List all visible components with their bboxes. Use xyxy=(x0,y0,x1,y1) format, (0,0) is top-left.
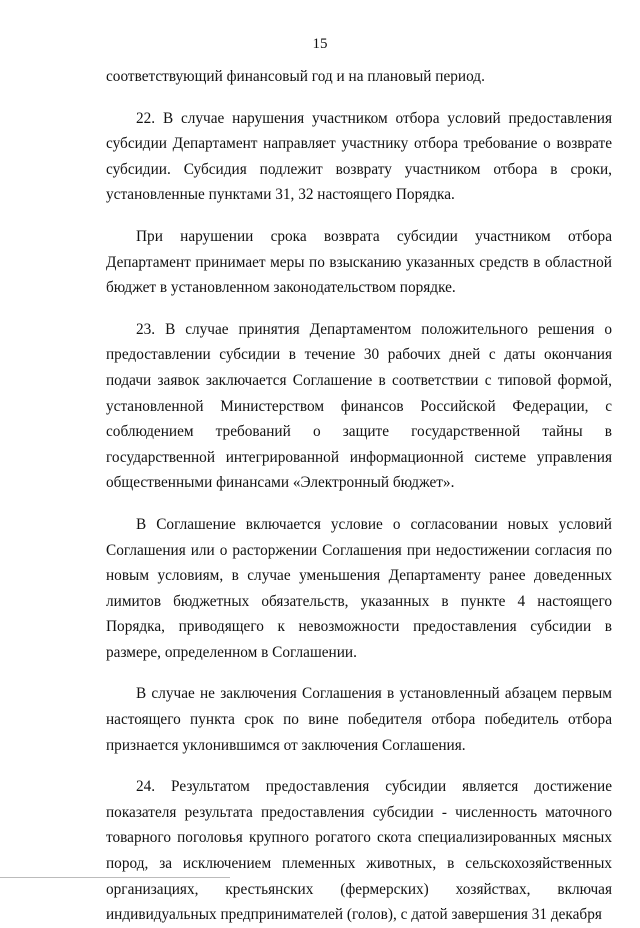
paragraph-continuation: соответствующий финансовый год и на плановый период. xyxy=(106,68,485,85)
paragraph-23: 23. В случае принятия Департаментом положительного решения о предоставлении субсидии в течение 30 рабочих дней с даты окончания подачи заявок заключается Соглашение в соответствии с типовой формой, установленной Министерством финансов Российской Федерации, с соблюдением требований о защите государственной тайны в государственной интегрированной информационной системе управления общественными финансами «Электронный бюджет». xyxy=(106,320,612,492)
paragraph-23-third: В случае не заключения Соглашения в установленный абзацем первым настоящего пункта срок по вине победителя отбора победитель отбора признается уклонившимся от заключения Соглашения. xyxy=(106,685,612,754)
paragraph-22: 22. В случае нарушения участником отбора условий предоставления субсидии Департамент направляет участнику отбора требование о возврате субсидии. Субсидия подлежит возврату участником отбора в сроки, установленные пунктами 31, 32 настоящего Порядка. xyxy=(106,109,612,204)
paragraph-24: 24. Результатом предоставления субсидии является достижение показателя результата предоставления субсидии - численность маточного товарного поголовья крупного рогатого скота специализированных мясных пород, за исключением племенных животных, в сельскохозяйственных организациях, крестьянских (фермерских) хозяйствах, включая индивидуальных предпринимателей (голов), с датой завершения 31 декабря xyxy=(106,778,612,924)
page-bottom-divider xyxy=(0,877,230,878)
page-number: 15 xyxy=(312,36,328,52)
paragraph-23-second: В Соглашение включается условие о согласовании новых условий Соглашения или о расторжении Соглашения при недостижении согласия по новым условиям, в случае уменьшения Департаменту ранее доведенных лимитов бюджетных обязательств, указанных в пункте 4 настоящего Порядка, приводящего к невозможности предоставления субсидии в размере, определенном в Соглашении. xyxy=(106,515,612,661)
paragraph-22-second: При нарушении срока возврата субсидии участником отбора Департамент принимает меры по взысканию указанных средств в областной бюджет в установленном законодательством порядке. xyxy=(106,227,612,297)
document-body xyxy=(106,64,612,928)
